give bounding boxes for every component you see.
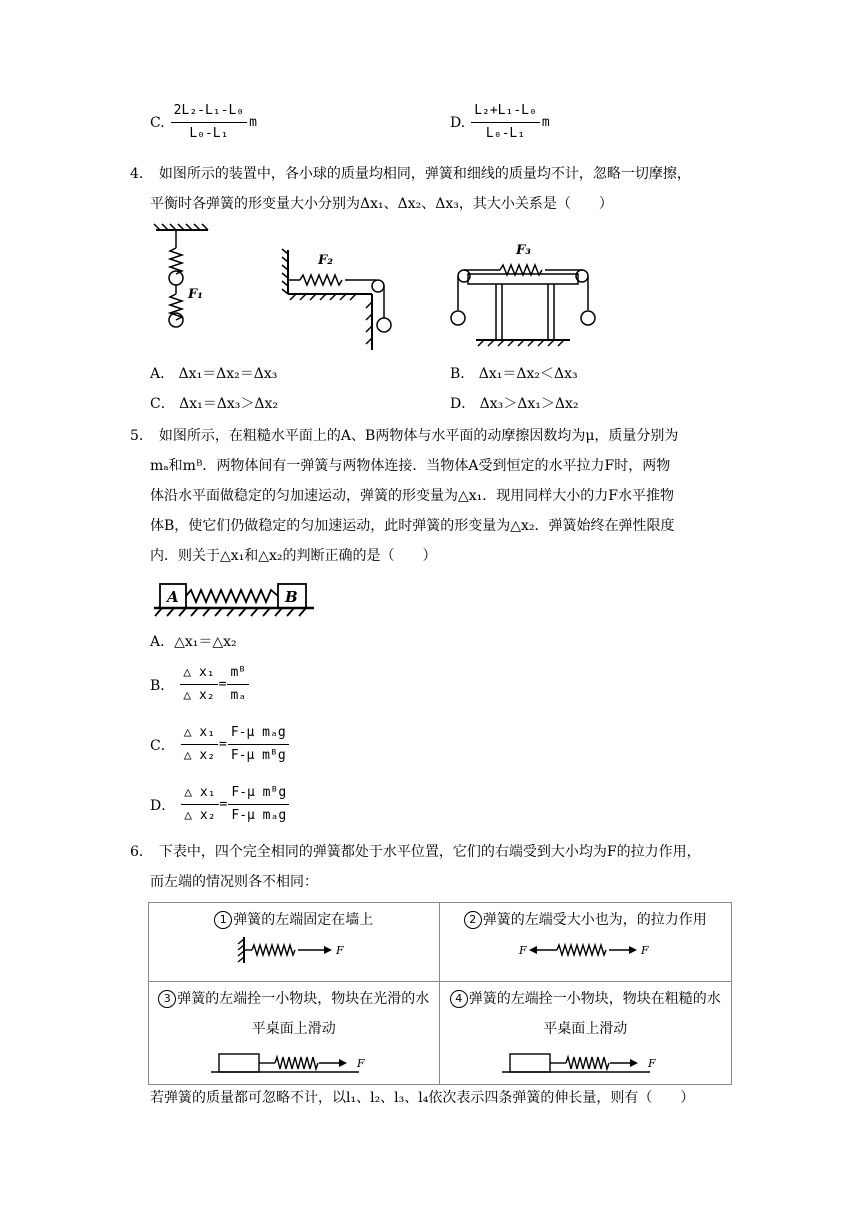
q4-stem-line2: 平衡时各弹簧的形变量大小分别为Δx₁、Δx₂、Δx₃，其大小关系是（ ） (150, 196, 613, 212)
fraction-numerator: mᴮ (227, 664, 249, 685)
cell1-figure (234, 935, 354, 965)
cell-text: 弹簧的左端固定在墙上 (233, 912, 374, 928)
q5-stem-line2: mₐ和mᴮ．两物体间有一弹簧与两物体连接．当物体A受到恒定的水平拉力F时，两物 (150, 458, 671, 474)
q4-fig3-table-spring (451, 265, 595, 346)
q4-text: 如图所示的装置中，各小球的质量均相同，弹簧和细线的质量均不计，忽略一切摩擦， (158, 166, 691, 182)
fraction-denominator: L₀-L₁ (485, 126, 526, 141)
q3-option-c[interactable] (150, 102, 257, 143)
fraction-numerator: △ x₁ (181, 724, 218, 745)
option-label: B． (150, 677, 175, 694)
q5-option-d[interactable]: D． $\frac{\text{△ x₁}}{\text{△ x₂}}$ = $\frac{\text{F-μ mᴮg}}{\text{F-μ mₐg}}$ (150, 784, 289, 825)
q4-figure (150, 222, 610, 354)
cell-text-line2: 平桌面上滑动 (251, 1021, 336, 1037)
table-cell-2 (439, 903, 732, 982)
option-label: C． (150, 737, 175, 754)
q5-stem-line1 (130, 426, 678, 446)
force-label-right: F (641, 944, 649, 957)
table-cell-3 (149, 982, 440, 1085)
circled-number: 1 (214, 911, 232, 929)
force-label-left: F (519, 944, 527, 957)
f1-label: F₁ (188, 287, 203, 302)
fraction-numerator: L₂+L₁-L₀ (471, 102, 540, 123)
q4-fig2-pulley-spring (282, 249, 391, 350)
fraction-numerator: △ x₁ (180, 664, 217, 685)
fraction-numerator: F-μ mᴮg (228, 784, 289, 805)
q5-stem-line5: 内．则关于△x₁和△x₂的判断正确的是（ ） (150, 548, 437, 564)
q4-option-a[interactable]: A． Δx₁＝Δx₂＝Δx₃ (150, 366, 278, 382)
q5-stem-line3: 体沿水平面做稳定的匀加速运动，弹簧的形变量为△x₁．现用同样大小的力F水平推物 (150, 488, 674, 504)
table-cell-1 (149, 903, 440, 982)
cell-text: 弹簧的左端拴一小物块，物块在粗糙的水 (468, 991, 721, 1007)
q5-text: 如图所示，在粗糙水平面上的A、B两物体与水平面的动摩擦因数均为μ，质量分别为 (158, 428, 679, 444)
cell-text: 弹簧的左端受大小也为，的拉力作用 (482, 912, 707, 928)
q5-stem-line4: 体B，使它们仍做稳定的匀加速运动，此时弹簧的形变量为△x₂．弹簧始终在弹性限度 (150, 518, 675, 534)
fraction-denominator: F-μ mₐg (231, 808, 287, 823)
option-label: D. (450, 114, 466, 131)
q4-option-d[interactable]: D． Δx₃＞Δx₁＞Δx₂ (450, 396, 579, 412)
question-number: 5． (130, 428, 153, 444)
q6-stem-line1 (130, 842, 701, 862)
cell-text-line2: 平桌面上滑动 (543, 1021, 628, 1037)
block-a-label: A (167, 588, 179, 606)
force-label: F (356, 1057, 365, 1070)
block-b-label: B (285, 588, 298, 606)
q5-option-c[interactable]: C． $\frac{\text{△ x₁}}{\text{△ x₂}}$ = $\frac{\text{F-μ mₐg}}{\text{F-μ mᴮg}}$ (150, 724, 289, 765)
q6-stem-line2: 而左端的情况则各不相同： (150, 874, 318, 890)
force-label: F (648, 1057, 656, 1070)
cell2-figure (515, 935, 655, 965)
fraction-denominator: L₀-L₁ (189, 126, 229, 141)
fraction-numerator: △ x₁ (181, 784, 218, 805)
q3-option-d[interactable] (450, 102, 550, 143)
fraction-numerator: 2L₂-L₁-L₀ (171, 102, 247, 123)
table-cell-4 (439, 982, 732, 1085)
fraction-denominator: △ x₂ (183, 748, 216, 763)
question-number: 6． (130, 844, 153, 860)
q5-figure (150, 576, 316, 618)
option-label: C. (150, 114, 165, 131)
q4-option-c[interactable]: C． Δx₁＝Δx₃＞Δx₂ (150, 396, 279, 412)
fraction-denominator: F-μ mᴮg (230, 748, 286, 763)
q4-fig1-vertical-springs (154, 224, 208, 327)
question-number: 4． (130, 166, 153, 182)
q6-stem-line3: 若弹簧的质量都可忽略不计，以l₁、l₂、l₃、l₄依次表示四条弹簧的伸长量，则有（ ） (150, 1090, 695, 1106)
circled-number: 2 (464, 911, 482, 929)
cell3-figure (209, 1044, 379, 1078)
circled-number: 3 (158, 990, 176, 1008)
q5-option-b[interactable]: B． $\frac{\text{△ x₁}}{\text{△ x₂}}$ = $\frac{\text{mᴮ}}{\text{mₐ}}$ (150, 664, 249, 705)
force-label: F (335, 944, 344, 957)
f3-label: F₃ (516, 243, 531, 258)
q6-table (148, 902, 732, 1085)
fraction-numerator: F-μ mₐg (228, 724, 289, 745)
unit: m (249, 115, 257, 130)
fraction-denominator: mₐ (230, 688, 247, 703)
f2-label: F₂ (318, 253, 333, 268)
circled-number: 4 (450, 990, 468, 1008)
option-label: D． (150, 797, 176, 814)
q6-text: 下表中，四个完全相同的弹簧都处于水平位置，它们的右端受到大小均为F的拉力作用， (158, 844, 701, 860)
fraction-denominator: △ x₂ (183, 688, 215, 703)
q4-stem-line1 (130, 164, 691, 184)
q4-option-b[interactable]: B． Δx₁＝Δx₂＜Δx₃ (450, 366, 578, 382)
q5-option-a[interactable]: A．△x₁＝△x₂ (150, 634, 237, 650)
unit: m (541, 115, 550, 130)
cell-text: 弹簧的左端拴一小物块，物块在光滑的水 (177, 991, 430, 1007)
fraction-denominator: △ x₂ (184, 808, 216, 823)
cell4-figure (500, 1044, 670, 1078)
